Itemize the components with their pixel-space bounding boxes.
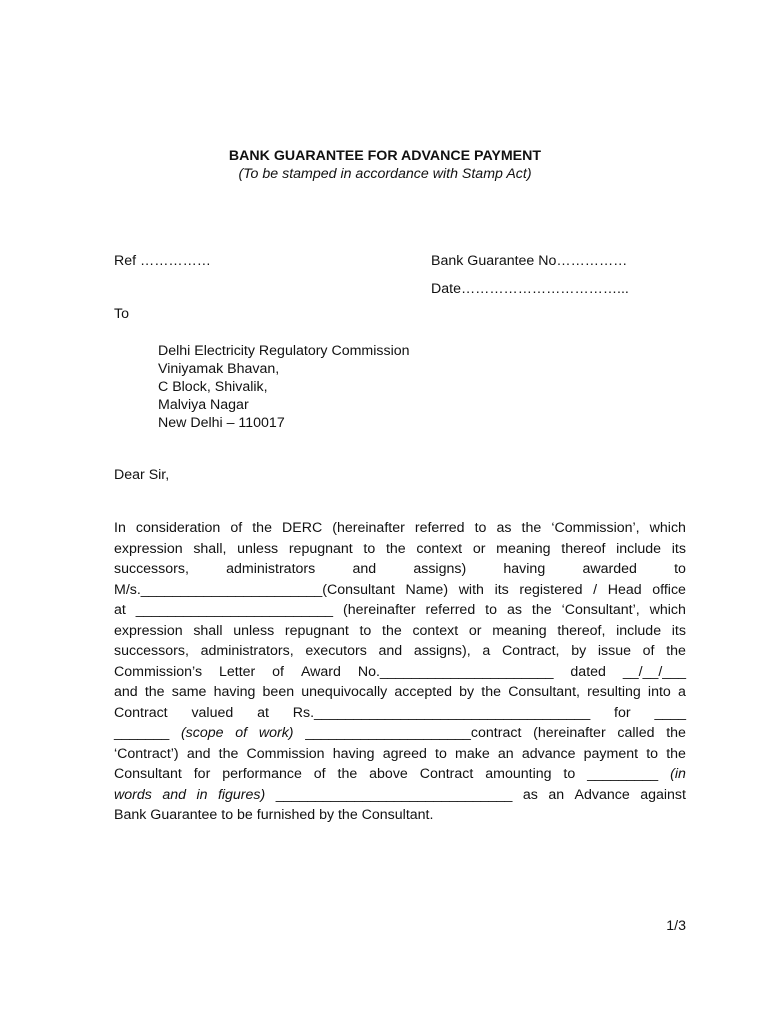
body-word: Rs.___________________________________	[292, 704, 591, 721]
body-line	[114, 621, 686, 642]
body-word: make	[455, 745, 490, 762]
body-word: expression	[114, 540, 183, 557]
body-word: into	[647, 684, 671, 700]
body-word: having	[503, 561, 546, 577]
body-word: DERC	[282, 520, 323, 536]
body-word: and	[186, 745, 211, 762]
body-word: the	[385, 540, 406, 557]
body-line	[114, 662, 686, 683]
body-word: to	[563, 766, 576, 782]
page-number: 1/3	[666, 918, 686, 934]
body-word: for	[614, 704, 631, 721]
body-word: having	[332, 745, 375, 762]
body-word: which	[649, 520, 686, 536]
body-word: of	[272, 663, 285, 680]
to-label: To	[114, 306, 129, 322]
body-word: Contract	[419, 766, 474, 782]
body-word: to	[485, 602, 498, 618]
body-word: by	[571, 643, 587, 659]
body-word: awarded	[582, 561, 637, 577]
body-word: as	[506, 602, 522, 618]
body-word: unless	[237, 540, 279, 557]
body-paragraph	[114, 518, 686, 826]
body-word: the	[481, 684, 502, 700]
body-word: at	[114, 602, 126, 618]
body-word: as	[496, 520, 512, 536]
body-word: of	[642, 643, 655, 659]
body-line	[114, 580, 686, 601]
body-word: of	[313, 766, 326, 782]
body-word: (in	[670, 766, 686, 782]
body-line	[114, 785, 686, 806]
body-word: registered	[519, 581, 583, 598]
body-line	[114, 764, 686, 785]
body-word: Advance	[574, 786, 630, 803]
body-word: Commission	[246, 745, 325, 762]
body-word: (hereinafter	[332, 520, 405, 536]
body-line	[114, 518, 686, 539]
body-word: accepted	[394, 684, 452, 700]
ref-field: Ref ……………	[114, 253, 211, 269]
body-word: ‘Consultant’,	[561, 602, 640, 618]
body-word: to	[359, 622, 372, 639]
body-word: for	[193, 766, 211, 782]
body-word: figures)	[217, 786, 266, 803]
date-field: Date……………………………...	[431, 281, 629, 297]
body-word: Head	[607, 581, 642, 598]
body-word: its	[671, 540, 686, 557]
body-word: Letter	[218, 663, 256, 680]
body-word: shall,	[193, 540, 227, 557]
bank-guarantee-no-field: Bank Guarantee No……………	[431, 253, 628, 269]
body-word: the	[531, 602, 552, 618]
body-word: Consultant,	[508, 684, 580, 700]
body-word: unequivocally	[301, 684, 388, 700]
body-word: performance	[222, 766, 302, 782]
body-line	[114, 682, 686, 703]
body-word: words	[114, 786, 152, 803]
body-word: and	[162, 786, 186, 803]
body-word: administrators,	[200, 643, 294, 659]
body-word: the	[666, 643, 686, 659]
body-word: Bank Guarantee to be furnished by the Consultant.	[114, 807, 434, 823]
body-word: include	[616, 622, 662, 639]
body-word: at	[257, 704, 269, 721]
address-line: New Delhi – 110017	[158, 415, 285, 431]
body-word: the	[218, 745, 239, 762]
body-word: by	[459, 684, 475, 700]
address-line: Viniyamak Bhavan,	[158, 361, 280, 377]
body-word: its	[671, 622, 686, 639]
document-subtitle: (To be stamped in accordance with Stamp Act)	[238, 166, 532, 182]
body-word: to	[646, 745, 659, 762]
body-word: called	[617, 725, 655, 741]
body-word: context	[412, 622, 459, 639]
body-word: _________________________	[135, 602, 334, 618]
body-word: a	[482, 643, 491, 659]
body-word: resulting	[587, 684, 641, 700]
body-word: __/__/___	[622, 663, 686, 680]
body-word: Contract	[114, 704, 168, 721]
body-word: repugnant	[284, 622, 349, 639]
body-word: or	[472, 540, 486, 557]
body-word: executors	[305, 643, 367, 659]
body-word: shall	[193, 622, 223, 639]
address-line: Delhi Electricity Regulatory Commission	[158, 343, 410, 359]
body-word: Commission’s	[114, 663, 203, 680]
body-line	[114, 539, 686, 560]
body-line	[114, 641, 686, 662]
body-word: meaning	[496, 540, 551, 557]
body-word: referred	[414, 520, 465, 536]
body-word: M/s._______________________(Consultant	[114, 581, 395, 598]
body-word: to	[435, 745, 447, 762]
body-line	[114, 559, 686, 580]
body-word: (scope	[180, 725, 224, 741]
body-word: of	[235, 725, 248, 741]
body-word: (hereinafter	[343, 602, 416, 618]
body-word: thereof,	[557, 622, 606, 639]
body-word: the	[337, 766, 358, 782]
body-word: expression	[114, 622, 183, 639]
body-word: Name)	[405, 581, 449, 598]
body-word: ‘Contract’)	[114, 745, 179, 762]
body-word: which	[649, 602, 686, 618]
body-word: ____	[654, 704, 686, 721]
body-word: referred	[425, 602, 476, 618]
body-word: assigns),	[413, 643, 471, 659]
body-word: to	[474, 520, 487, 536]
body-word: an	[548, 786, 565, 803]
body-word: an	[497, 745, 514, 762]
body-word: and	[352, 561, 377, 577]
address-line: Malviya Nagar	[158, 397, 249, 413]
body-word: the	[521, 520, 542, 536]
body-word: with	[458, 581, 484, 598]
body-word: meaning	[492, 622, 547, 639]
address-line: C Block, Shivalik,	[158, 379, 268, 395]
body-word: context	[416, 540, 463, 557]
body-word: or	[468, 622, 482, 639]
recipient-address	[158, 342, 410, 432]
body-word: ‘Commission’,	[551, 520, 640, 536]
salutation: Dear Sir,	[114, 467, 170, 483]
body-word: its	[494, 581, 509, 598]
body-word: and	[114, 684, 138, 700]
body-word: No.______________________	[357, 663, 554, 680]
body-word: agreed	[382, 745, 427, 762]
body-word: of	[230, 520, 243, 536]
body-word: ______________________________	[275, 786, 513, 803]
body-word: In	[114, 520, 126, 536]
body-word: the	[252, 520, 272, 536]
body-word: _____________________contract	[305, 725, 522, 741]
body-word: (hereinafter	[533, 725, 606, 741]
body-word: been	[262, 684, 295, 700]
body-word: assigns)	[413, 561, 467, 577]
document-title: BANK GUARANTEE FOR ADVANCE PAYMENT	[228, 148, 542, 164]
body-word: valued	[191, 704, 234, 721]
body-word: work)	[258, 725, 294, 741]
body-line	[114, 703, 686, 724]
body-word: issue	[597, 643, 631, 659]
body-word: successors,	[114, 643, 189, 659]
body-word: and	[378, 643, 403, 659]
body-word: successors,	[114, 561, 189, 577]
body-word: amounting	[485, 766, 552, 782]
body-word: consideration	[135, 520, 221, 536]
body-word: having	[213, 684, 256, 700]
body-word: /	[593, 581, 598, 598]
body-line	[114, 723, 686, 744]
body-word: to	[363, 540, 376, 557]
body-word: the	[382, 622, 402, 639]
body-word: administrators	[226, 561, 316, 577]
body-word: to	[674, 561, 686, 577]
body-word: Consultant	[114, 766, 182, 782]
body-word: _________	[587, 766, 659, 782]
body-word: repugnant	[288, 540, 353, 557]
body-word: the	[144, 684, 165, 700]
body-word: Award	[300, 663, 341, 680]
body-word: payment	[583, 745, 639, 762]
body-word: the	[666, 725, 686, 741]
body-line	[114, 744, 686, 765]
body-line	[114, 600, 686, 621]
body-word: Contract,	[501, 643, 560, 659]
body-word: _______	[114, 725, 170, 741]
body-word: a	[677, 684, 686, 700]
body-word: above	[369, 766, 408, 782]
body-line	[114, 805, 686, 826]
body-word: include	[616, 540, 662, 557]
body-word: the	[666, 745, 686, 762]
body-word: advance	[521, 745, 576, 762]
body-word: office	[652, 581, 686, 598]
body-word: thereof	[561, 540, 606, 557]
body-word: dated	[570, 663, 606, 680]
body-word: in	[196, 786, 208, 803]
body-word: unless	[233, 622, 275, 639]
body-word: against	[640, 786, 686, 803]
body-word: as	[522, 786, 538, 803]
body-word: same	[171, 684, 207, 700]
